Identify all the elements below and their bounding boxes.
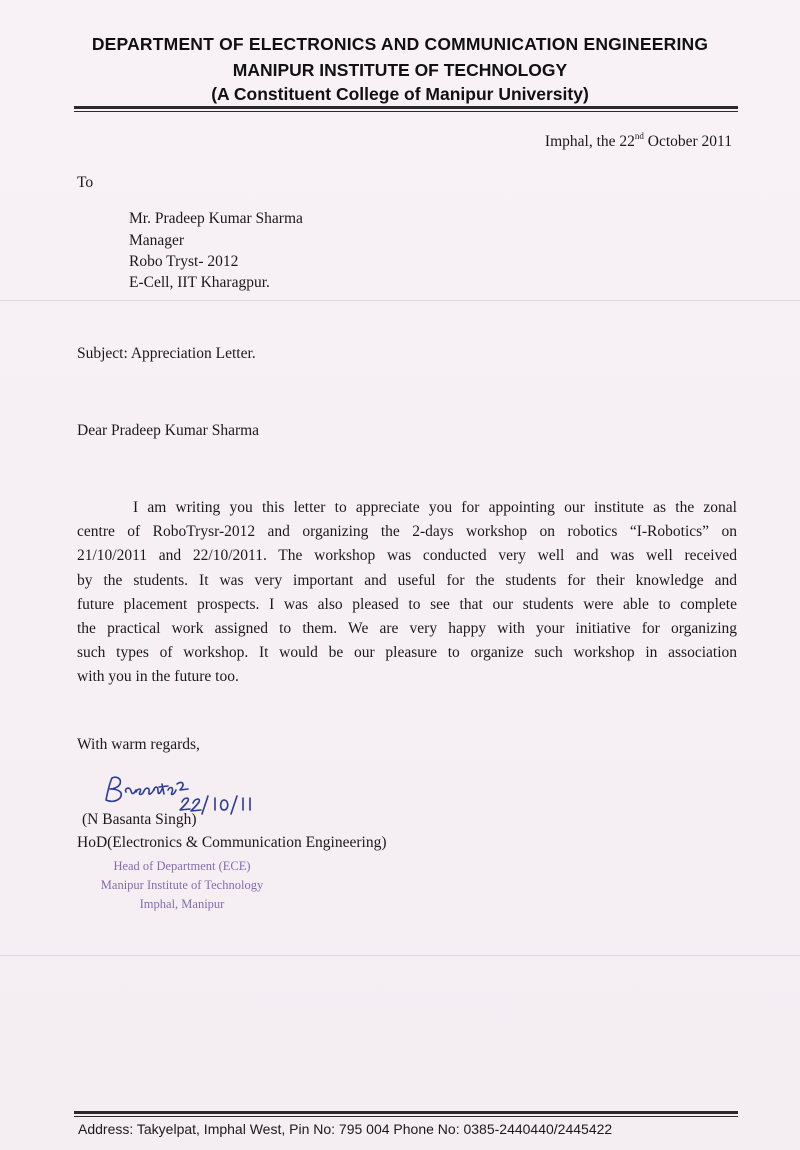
- to-label: To: [77, 174, 94, 191]
- paper-fold: [0, 300, 800, 301]
- body-line: I am writing you this letter to appreciate you for appointing our institute as the zonal: [133, 499, 737, 516]
- body-line: 21/10/2011 and 22/10/2011. The workshop was conducted very well and was well received: [77, 547, 737, 565]
- letter-date: Imphal, the 22nd October 2011: [544, 131, 732, 150]
- body-line: centre of RoboTrysr-2012 and organizing the 2-days workshop on robotics “I-Robotics” on: [77, 523, 737, 541]
- letterhead-affiliation: (A Constituent College of Manipur University): [211, 84, 589, 104]
- closing: With warm regards,: [77, 736, 200, 753]
- subject-line: Subject: Appreciation Letter.: [77, 345, 256, 362]
- stamp-line: Head of Department (ECE): [113, 859, 251, 873]
- body-line: such types of workshop. It would be our pleasure to organize such workshop in association: [77, 644, 737, 662]
- body-line: the practical work assigned to them. We are very happy with your initiative for organizing: [77, 620, 737, 638]
- stamp-line: Manipur Institute of Technology: [100, 878, 264, 892]
- signatory-name: (N Basanta Singh): [82, 811, 197, 828]
- paper-fold: [0, 955, 800, 956]
- recipient-name: Mr. Pradeep Kumar Sharma: [129, 210, 303, 227]
- letterhead-department: DEPARTMENT OF ELECTRONICS AND COMMUNICATION ENGINEERING: [91, 34, 709, 54]
- letter-body: [77, 496, 737, 690]
- footer-rule: [74, 1111, 738, 1114]
- salutation: Dear Pradeep Kumar Sharma: [77, 422, 260, 439]
- signatory-designation: HoD(Electronics & Communication Engineering): [77, 834, 387, 851]
- department-stamp: [62, 857, 302, 914]
- body-line: future placement prospects. I was also pleased to see that our students were able to complete: [77, 595, 737, 613]
- header-rule: [74, 106, 738, 109]
- recipient-title: Manager: [129, 232, 185, 249]
- letterhead-institute: MANIPUR INSTITUTE OF TECHNOLOGY: [232, 60, 568, 80]
- body-line: by the students. It was very important and useful for the students for their knowledge and: [77, 571, 737, 589]
- body-line: with you in the future too.: [77, 668, 239, 686]
- stamp-line: Imphal, Manipur: [139, 897, 225, 911]
- footer-address: Address: Takyelpat, Imphal West, Pin No: 795 004 Phone No: 0385-2440440/2445422: [78, 1121, 613, 1137]
- recipient-place: E-Cell, IIT Kharagpur.: [129, 274, 270, 291]
- recipient-org: Robo Tryst- 2012: [129, 253, 239, 270]
- footer-rule: [74, 1116, 738, 1117]
- header-rule: [74, 111, 738, 112]
